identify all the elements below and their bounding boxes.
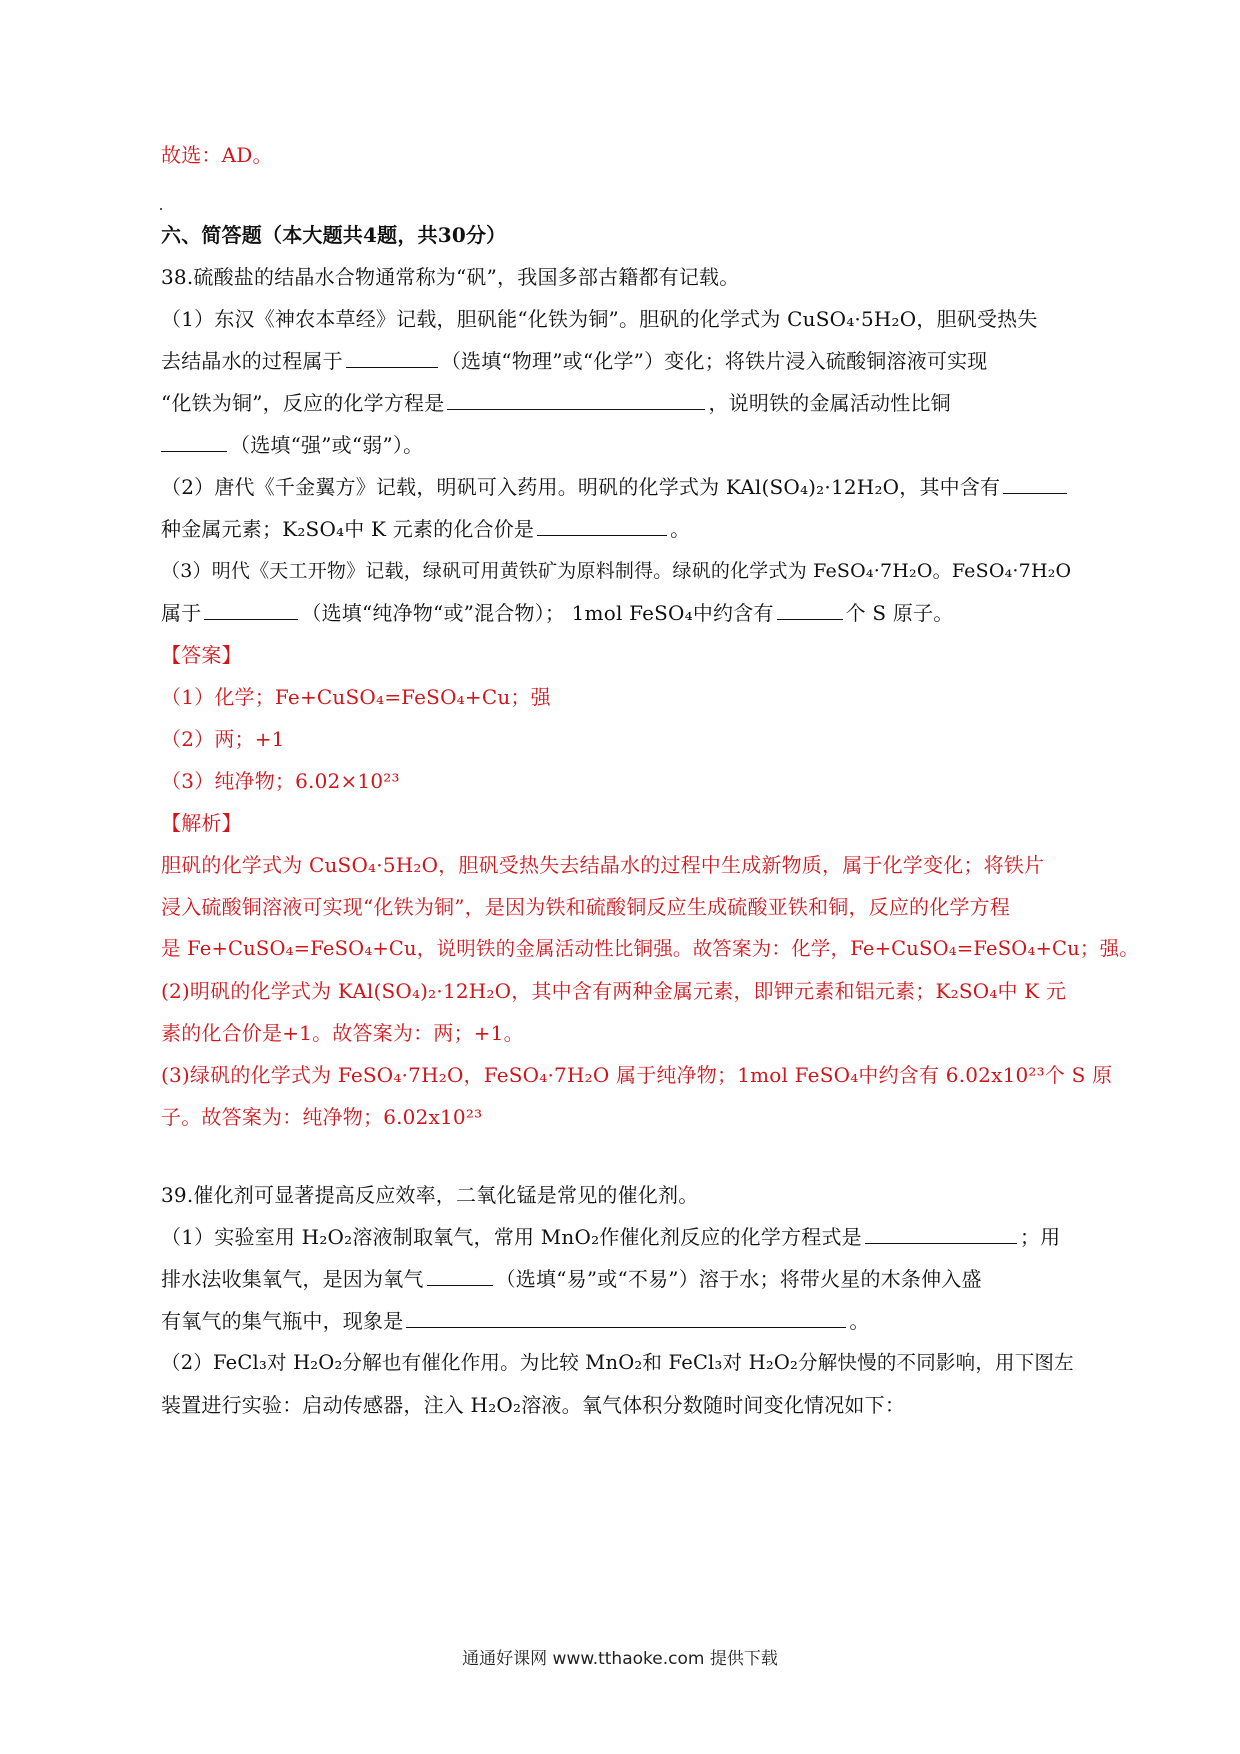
analysis-line7: 子。故答案为：纯净物；6.02x10²³ xyxy=(161,1105,483,1129)
analysis-line1: 胆矾的化学式为 CuSO₄·5H₂O，胆矾受热失去结晶水的过程中生成新物质，属于化学变化；将铁片 xyxy=(161,853,1045,877)
q38-part1-line3 xyxy=(161,382,1082,424)
analysis-line6: (3)绿矾的化学式为 FeSO₄·7H₂O，FeSO₄·7H₂O 属于纯净物；1mol FeSO₄中约含有 6.02x10²³个 S 原 xyxy=(161,1063,1113,1087)
text: 排水法收集氧气，是因为氧气 xyxy=(161,1267,424,1291)
question-39 xyxy=(161,1174,1082,1426)
answer-blank[interactable] xyxy=(406,1309,846,1328)
analysis-line4: (2)明矾的化学式为 KAl(SO₄)₂·12H₂O，其中含有两种金属元素，即钾元素和铝元素；K₂SO₄中 K 元 xyxy=(161,979,1067,1003)
text: （选填“纯净物“或”混合物）； 1mol FeSO₄中约含有 xyxy=(301,601,774,625)
question-38 xyxy=(161,256,1140,1138)
q39-stem: 39.催化剂可显著提高反应效率，二氧化锰是常见的催化剂。 xyxy=(161,1183,699,1207)
text: （选填“易”或“不易”）溶于水；将带火星的木条伸入盛 xyxy=(495,1267,982,1291)
analysis-line5: 素的化合价是+1。故答案为：两；+1。 xyxy=(161,1021,524,1045)
q39-part1-line1 xyxy=(161,1216,1082,1258)
answer-blank[interactable] xyxy=(537,517,667,536)
answer-blank[interactable] xyxy=(346,349,438,368)
text: “化铁为铜”，反应的化学方程是 xyxy=(161,391,445,415)
section-title: 六、简答题（本大题共4题，共30分） xyxy=(161,223,507,247)
text: 去结晶水的过程属于 xyxy=(161,349,343,373)
document-body xyxy=(161,140,1140,1426)
answer-blank[interactable] xyxy=(777,601,843,620)
analysis-line2: 浸入硫酸铜溶液可实现“化铁为铜”，是因为铁和硫酸铜反应生成硫酸亚铁和铜，反应的化学方程 xyxy=(161,895,1011,919)
q39-part1-line2 xyxy=(161,1258,1082,1300)
q38-part1-line4 xyxy=(161,424,1082,466)
q39-part2-line1: （2）FeCl₃对 H₂O₂分解也有催化作用。为比较 MnO₂和 FeCl₃对 H₂O₂分解快慢的不同影响，用下图左 xyxy=(161,1351,1074,1374)
text: （选填“物理”或“化学”）变化；将铁片浸入硫酸铜溶液可实现 xyxy=(440,349,988,373)
q38-part1-line1: （1）东汉《神农本草经》记载，胆矾能“化铁为铜”。胆矾的化学式为 CuSO₄·5H₂O，胆矾受热失 xyxy=(161,307,1038,331)
answer-2: （2）两；+1 xyxy=(161,727,285,751)
text: 个 S 原子。 xyxy=(845,601,954,625)
answer-blank[interactable] xyxy=(865,1225,1017,1244)
q39-part1-line3 xyxy=(161,1300,1082,1342)
answer-blank[interactable] xyxy=(447,391,705,410)
q38-part3-line1: （3）明代《天工开物》记载，绿矾可用黄铁矿为原料制得。绿矾的化学式为 FeSO₄·7H₂O。FeSO₄·7H₂O xyxy=(161,560,1072,582)
answer-blank[interactable] xyxy=(427,1267,493,1286)
analysis-label: 【解析】 xyxy=(161,811,242,835)
text: 种金属元素；K₂SO₄中 K 元素的化合价是 xyxy=(161,517,535,541)
q38-part2-line2 xyxy=(161,508,1082,550)
previous-answer: 故选：AD。 xyxy=(161,143,273,167)
text: 。 xyxy=(849,1309,870,1333)
text: ，说明铁的金属活动性比铜 xyxy=(708,391,951,415)
answer-blank[interactable] xyxy=(1003,475,1067,494)
answer-blank[interactable] xyxy=(204,601,298,620)
text: （2）唐代《千金翼方》记载，明矾可入药用。明矾的化学式为 KAl(SO₄)₂·12H₂O，其中含有 xyxy=(161,475,1001,499)
text: （选填“强”或“弱”）。 xyxy=(230,433,424,457)
analysis-line3: 是 Fe+CuSO₄=FeSO₄+Cu，说明铁的金属活动性比铜强。故答案为：化学，Fe+CuSO₄=FeSO₄+Cu；强。 xyxy=(161,937,1140,960)
answer-1: （1）化学；Fe+CuSO₄=FeSO₄+Cu；强 xyxy=(161,685,551,709)
q39-part2-line2: 装置进行实验：启动传感器，注入 H₂O₂溶液。氧气体积分数随时间变化情况如下： xyxy=(161,1393,906,1417)
text: ；用 xyxy=(1019,1225,1061,1249)
text: 。 xyxy=(670,517,691,541)
text: （1）实验室用 H₂O₂溶液制取氧气，常用 MnO₂作催化剂反应的化学方程式是 xyxy=(161,1225,862,1249)
page-footer: 通通好课网 www.tthaoke.com 提供下载 xyxy=(462,1649,778,1669)
q38-part1-line2 xyxy=(161,340,1082,382)
answer-3: （3）纯净物；6.02×10²³ xyxy=(161,769,400,793)
text: 有氧气的集气瓶中，现象是 xyxy=(161,1309,404,1333)
answer-label: 【答案】 xyxy=(161,643,242,667)
text: 属于 xyxy=(161,601,202,625)
q38-part2-line1 xyxy=(161,466,1082,508)
answer-blank[interactable] xyxy=(161,433,227,452)
q38-stem: 38.硫酸盐的结晶水合物通常称为“矾”，我国多部古籍都有记载。 xyxy=(161,265,740,289)
q38-part3-line2 xyxy=(161,592,1082,634)
